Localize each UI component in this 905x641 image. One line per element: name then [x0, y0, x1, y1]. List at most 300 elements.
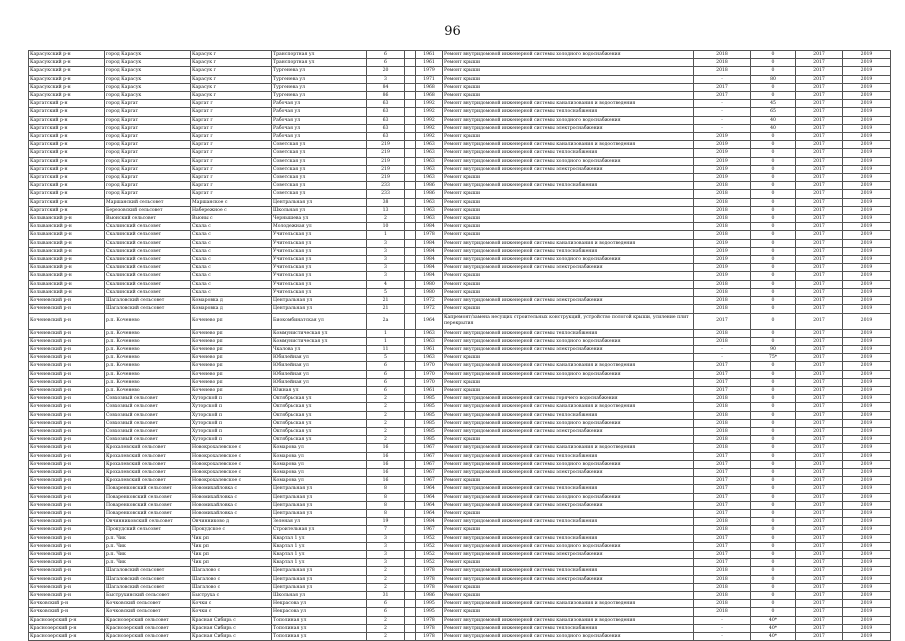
period-start-cell: 2017: [796, 403, 843, 411]
street-cell: Октябрьская ул: [272, 395, 367, 403]
house-number-cell: 3: [367, 542, 405, 550]
municipality-cell: город Каргат: [105, 141, 191, 149]
building-cell: [405, 477, 416, 485]
year-built-cell: 1963: [416, 337, 443, 345]
readiness-cell: 0: [751, 157, 796, 165]
readiness-cell: 0: [751, 337, 796, 345]
house-number-cell: 2: [367, 419, 405, 427]
street-cell: Учительская ул: [272, 272, 367, 280]
period-start-cell: 2017: [796, 485, 843, 493]
readiness-cell: 0: [751, 59, 796, 67]
table-row: [29, 485, 891, 493]
settlement-cell: Хуторской п: [191, 436, 272, 444]
street-cell: Советская ул: [272, 165, 367, 173]
period-end-cell: 2019: [843, 174, 891, 182]
plan-year-cell: -: [694, 108, 751, 116]
municipality-cell: город Каргат: [105, 108, 191, 116]
year-built-cell: 1961: [416, 386, 443, 394]
municipality-cell: Прокудский сельсовет: [105, 526, 191, 534]
table-row: [29, 616, 891, 624]
settlement-cell: Новомихайловка с: [191, 485, 272, 493]
period-start-cell: 2017: [796, 272, 843, 280]
street-cell: Комарова ул: [272, 477, 367, 485]
period-start-cell: 2017: [796, 427, 843, 435]
year-built-cell: 1963: [416, 206, 443, 214]
settlement-cell: Скала с: [191, 280, 272, 288]
table-row: [29, 174, 891, 182]
period-end-cell: 2019: [843, 264, 891, 272]
street-cell: Центральная ул: [272, 501, 367, 509]
district-cell: Каргатский р-н: [29, 116, 105, 124]
plan-year-cell: 2018: [694, 600, 751, 608]
district-cell: Коченевский р-н: [29, 452, 105, 460]
settlement-cell: Каргат г: [191, 108, 272, 116]
street-cell: Школьная ул: [272, 206, 367, 214]
building-cell: [405, 198, 416, 206]
period-end-cell: 2019: [843, 297, 891, 305]
building-cell: [405, 493, 416, 501]
street-cell: Октябрьская ул: [272, 436, 367, 444]
readiness-cell: 0: [751, 608, 796, 616]
house-number-cell: 8: [367, 501, 405, 509]
district-cell: Колыванский р-н: [29, 256, 105, 264]
period-start-cell: 2017: [796, 493, 843, 501]
district-cell: Каргатский р-н: [29, 174, 105, 182]
street-cell: Советская ул: [272, 190, 367, 198]
period-end-cell: 2019: [843, 501, 891, 509]
table-row: [29, 378, 891, 386]
street-cell: Октябрьская ул: [272, 419, 367, 427]
district-cell: Карасукский р-н: [29, 75, 105, 83]
municipality-cell: Скалинский сельсовет: [105, 239, 191, 247]
municipality-cell: Поваренковский сельсовет: [105, 485, 191, 493]
house-number-cell: 1: [367, 337, 405, 345]
readiness-cell: 65: [751, 108, 796, 116]
period-start-cell: 2017: [796, 460, 843, 468]
table-row: [29, 297, 891, 305]
period-start-cell: 2017: [796, 59, 843, 67]
period-start-cell: 2017: [796, 157, 843, 165]
settlement-cell: Чик рп: [191, 542, 272, 550]
street-cell: Рабочая ул: [272, 108, 367, 116]
street-cell: Чернышева ул: [272, 215, 367, 223]
year-built-cell: 1964: [416, 313, 443, 329]
year-built-cell: 1967: [416, 444, 443, 452]
period-start-cell: 2017: [796, 100, 843, 108]
work-type-cell: Ремонт внутридомовой инженерной системы канализования и водоотведения: [443, 444, 694, 452]
work-type-cell: Ремонт внутридомовой инженерной системы канализования и водоотведения: [443, 403, 694, 411]
municipality-cell: Поваренковский сельсовет: [105, 501, 191, 509]
building-cell: [405, 165, 416, 173]
readiness-cell: 0: [751, 51, 796, 59]
building-cell: [405, 436, 416, 444]
table-row: [29, 633, 891, 641]
period-start-cell: 2017: [796, 518, 843, 526]
work-type-cell: Ремонт крыши: [443, 198, 694, 206]
work-type-cell: Ремонт внутридомовой инженерной системы канализования и водоотведения: [443, 141, 694, 149]
municipality-cell: р.п. Коченево: [105, 386, 191, 394]
plan-year-cell: 2018: [694, 206, 751, 214]
municipality-cell: Шагаловский сельсовет: [105, 575, 191, 583]
readiness-cell: 0: [751, 239, 796, 247]
period-start-cell: 2017: [796, 477, 843, 485]
readiness-cell: 0: [751, 583, 796, 591]
building-cell: [405, 288, 416, 296]
district-cell: Колыванский р-н: [29, 231, 105, 239]
year-built-cell: 1986: [416, 190, 443, 198]
municipality-cell: город Каргат: [105, 116, 191, 124]
readiness-cell: 0: [751, 362, 796, 370]
year-built-cell: 1964: [416, 493, 443, 501]
district-cell: Коченевский р-н: [29, 526, 105, 534]
year-built-cell: 1970: [416, 370, 443, 378]
district-cell: Коченевский р-н: [29, 386, 105, 394]
street-cell: Центральная ул: [272, 305, 367, 313]
settlement-cell: Карасук г: [191, 75, 272, 83]
district-cell: Каргатский р-н: [29, 149, 105, 157]
period-end-cell: 2019: [843, 337, 891, 345]
work-type-cell: Ремонт внутридомовой инженерной системы холодного водоснабжения: [443, 256, 694, 264]
table-row: [29, 223, 891, 231]
plan-year-cell: 2017: [694, 362, 751, 370]
work-type-cell: Ремонт крыши: [443, 354, 694, 362]
house-number-cell: 1: [367, 231, 405, 239]
year-built-cell: 1985: [416, 411, 443, 419]
house-number-cell: 2а: [367, 313, 405, 329]
year-built-cell: 1995: [416, 600, 443, 608]
period-start-cell: 2017: [796, 550, 843, 558]
plan-year-cell: 2017: [694, 509, 751, 517]
street-cell: Учительская ул: [272, 231, 367, 239]
plan-year-cell: 2017: [694, 501, 751, 509]
plan-year-cell: 2019: [694, 149, 751, 157]
street-cell: Октябрьская ул: [272, 427, 367, 435]
work-type-cell: Ремонт внутридомовой инженерной системы электроснабжения: [443, 124, 694, 132]
house-number-cell: 86: [367, 92, 405, 100]
settlement-cell: Скала с: [191, 231, 272, 239]
house-number-cell: 2: [367, 403, 405, 411]
building-cell: [405, 264, 416, 272]
municipality-cell: р.п. Коченево: [105, 337, 191, 345]
period-end-cell: 2019: [843, 444, 891, 452]
district-cell: Каргатский р-н: [29, 157, 105, 165]
street-cell: Тургенева ул: [272, 67, 367, 75]
settlement-cell: Чик рп: [191, 550, 272, 558]
street-cell: Центральная ул: [272, 198, 367, 206]
table-row: [29, 345, 891, 353]
period-end-cell: 2019: [843, 378, 891, 386]
house-number-cell: 8: [367, 493, 405, 501]
municipality-cell: Поваренковский сельсовет: [105, 493, 191, 501]
plan-year-cell: 2017: [694, 485, 751, 493]
municipality-cell: р.п. Чик: [105, 550, 191, 558]
year-built-cell: 1978: [416, 616, 443, 624]
readiness-cell: 0: [751, 370, 796, 378]
plan-year-cell: 2019: [694, 256, 751, 264]
plan-year-cell: 2018: [694, 67, 751, 75]
work-type-cell: Ремонт внутридомовой инженерной системы теплоснабжения: [443, 247, 694, 255]
plan-year-cell: 2017: [694, 460, 751, 468]
work-type-cell: Ремонт внутридомовой инженерной системы холодного водоснабжения: [443, 370, 694, 378]
municipality-cell: город Каргат: [105, 157, 191, 165]
readiness-cell: 0: [751, 386, 796, 394]
period-start-cell: 2017: [796, 51, 843, 59]
readiness-cell: 0: [751, 567, 796, 575]
period-end-cell: 2019: [843, 354, 891, 362]
settlement-cell: Скала с: [191, 247, 272, 255]
readiness-cell: 0: [751, 313, 796, 329]
municipality-cell: Шагаловский сельсовет: [105, 297, 191, 305]
district-cell: Коченевский р-н: [29, 313, 105, 329]
district-cell: Коченевский р-н: [29, 419, 105, 427]
house-number-cell: 2: [367, 633, 405, 641]
period-start-cell: 2017: [796, 567, 843, 575]
readiness-cell: 0: [751, 182, 796, 190]
table-row: [29, 337, 891, 345]
house-number-cell: 3: [367, 264, 405, 272]
period-start-cell: 2017: [796, 288, 843, 296]
period-end-cell: 2019: [843, 247, 891, 255]
work-type-cell: Ремонт крыши: [443, 288, 694, 296]
district-cell: Коченевский р-н: [29, 362, 105, 370]
period-end-cell: 2019: [843, 362, 891, 370]
period-start-cell: 2017: [796, 141, 843, 149]
building-cell: [405, 92, 416, 100]
year-built-cell: 1972: [416, 305, 443, 313]
period-end-cell: 2019: [843, 583, 891, 591]
district-cell: Каргатский р-н: [29, 141, 105, 149]
street-cell: Комарова ул: [272, 460, 367, 468]
plan-year-cell: -: [694, 624, 751, 632]
street-cell: Учительская ул: [272, 247, 367, 255]
house-number-cell: 6: [367, 378, 405, 386]
readiness-cell: 40*: [751, 624, 796, 632]
house-number-cell: 6: [367, 370, 405, 378]
work-type-cell: Ремонт крыши: [443, 559, 694, 567]
street-cell: Рабочая ул: [272, 116, 367, 124]
period-end-cell: 2019: [843, 493, 891, 501]
readiness-cell: 0: [751, 378, 796, 386]
table-row: [29, 67, 891, 75]
house-number-cell: 2: [367, 395, 405, 403]
street-cell: Юбилейная ул: [272, 370, 367, 378]
plan-year-cell: 2019: [694, 174, 751, 182]
municipality-cell: Совхозный сельсовет: [105, 427, 191, 435]
settlement-cell: Комаровка д: [191, 305, 272, 313]
street-cell: Рабочая ул: [272, 133, 367, 141]
plan-year-cell: -: [694, 100, 751, 108]
period-start-cell: 2017: [796, 206, 843, 214]
settlement-cell: Коченево рп: [191, 329, 272, 337]
street-cell: Комарова ул: [272, 468, 367, 476]
municipality-cell: город Каргат: [105, 149, 191, 157]
readiness-cell: 0: [751, 215, 796, 223]
table-row: [29, 526, 891, 534]
district-cell: Кочковский р-н: [29, 608, 105, 616]
table-row: [29, 395, 891, 403]
table-row: [29, 305, 891, 313]
district-cell: Колыванский р-н: [29, 288, 105, 296]
period-end-cell: 2019: [843, 485, 891, 493]
period-end-cell: 2019: [843, 239, 891, 247]
municipality-cell: Шагаловский сельсовет: [105, 567, 191, 575]
table-row: [29, 51, 891, 59]
table-row: [29, 436, 891, 444]
municipality-cell: р.п. Чик: [105, 542, 191, 550]
street-cell: Коммунистическая ул: [272, 329, 367, 337]
street-cell: Тургенева ул: [272, 92, 367, 100]
building-cell: [405, 468, 416, 476]
settlement-cell: Каргат г: [191, 190, 272, 198]
period-start-cell: 2017: [796, 592, 843, 600]
period-start-cell: 2017: [796, 313, 843, 329]
building-cell: [405, 559, 416, 567]
settlement-cell: Новокрохалевское с: [191, 468, 272, 476]
plan-year-cell: 2017: [694, 370, 751, 378]
settlement-cell: Скала с: [191, 223, 272, 231]
plan-year-cell: -: [694, 75, 751, 83]
settlement-cell: Коченево рп: [191, 386, 272, 394]
readiness-cell: 75*: [751, 354, 796, 362]
readiness-cell: 0: [751, 518, 796, 526]
building-cell: [405, 419, 416, 427]
period-start-cell: 2017: [796, 329, 843, 337]
readiness-cell: 0: [751, 83, 796, 91]
table-row: [29, 403, 891, 411]
house-number-cell: 63: [367, 124, 405, 132]
building-cell: [405, 616, 416, 624]
street-cell: Октябрьская ул: [272, 403, 367, 411]
district-cell: Карасукский р-н: [29, 51, 105, 59]
table-row: [29, 419, 891, 427]
readiness-cell: 0: [751, 477, 796, 485]
street-cell: Учительская ул: [272, 280, 367, 288]
readiness-cell: 0: [751, 542, 796, 550]
period-start-cell: 2017: [796, 411, 843, 419]
district-cell: Коченевский р-н: [29, 427, 105, 435]
building-cell: [405, 297, 416, 305]
building-cell: [405, 444, 416, 452]
period-end-cell: 2019: [843, 272, 891, 280]
district-cell: Коченевский р-н: [29, 567, 105, 575]
year-built-cell: 1985: [416, 419, 443, 427]
house-number-cell: 11: [367, 345, 405, 353]
table-row: [29, 411, 891, 419]
house-number-cell: 3: [367, 534, 405, 542]
settlement-cell: Каргат г: [191, 124, 272, 132]
table-row: [29, 198, 891, 206]
settlement-cell: Хуторской п: [191, 411, 272, 419]
readiness-cell: 0: [751, 592, 796, 600]
period-start-cell: 2017: [796, 231, 843, 239]
settlement-cell: Новокрохалевское с: [191, 452, 272, 460]
district-cell: Каргатский р-н: [29, 100, 105, 108]
page-number: 96: [444, 24, 461, 39]
street-cell: Центральная ул: [272, 575, 367, 583]
street-cell: Советская ул: [272, 141, 367, 149]
municipality-cell: р.п. Чик: [105, 534, 191, 542]
table-row: [29, 149, 891, 157]
year-built-cell: 1971: [416, 75, 443, 83]
period-end-cell: 2019: [843, 223, 891, 231]
work-type-cell: Ремонт внутридомовой инженерной системы электроснабжения: [443, 468, 694, 476]
municipality-cell: Вьюнский сельсовет: [105, 215, 191, 223]
year-built-cell: 1964: [416, 485, 443, 493]
settlement-cell: Новомихайловка с: [191, 501, 272, 509]
year-built-cell: 1984: [416, 272, 443, 280]
house-number-cell: 10: [367, 223, 405, 231]
year-built-cell: 1952: [416, 534, 443, 542]
period-start-cell: 2017: [796, 575, 843, 583]
period-start-cell: 2017: [796, 337, 843, 345]
street-cell: Некрасова ул: [272, 608, 367, 616]
readiness-cell: 0: [751, 534, 796, 542]
period-end-cell: 2019: [843, 198, 891, 206]
street-cell: Коммунистическая ул: [272, 337, 367, 345]
readiness-cell: 0: [751, 133, 796, 141]
period-end-cell: 2019: [843, 403, 891, 411]
period-start-cell: 2017: [796, 198, 843, 206]
municipality-cell: город Карасук: [105, 83, 191, 91]
period-start-cell: 2017: [796, 256, 843, 264]
work-type-cell: Ремонт крыши: [443, 583, 694, 591]
year-built-cell: 1985: [416, 427, 443, 435]
period-start-cell: 2017: [796, 378, 843, 386]
municipality-cell: Шагаловский сельсовет: [105, 305, 191, 313]
readiness-cell: 0: [751, 550, 796, 558]
period-start-cell: 2017: [796, 280, 843, 288]
work-type-cell: Ремонт внутридомовой инженерной системы холодного водоснабжения: [443, 419, 694, 427]
period-end-cell: 2019: [843, 575, 891, 583]
house-number-cell: 6: [367, 386, 405, 394]
municipality-cell: Скалинский сельсовет: [105, 247, 191, 255]
readiness-cell: 0: [751, 92, 796, 100]
street-cell: Южная ул: [272, 386, 367, 394]
house-number-cell: 63: [367, 100, 405, 108]
work-type-cell: Ремонт крыши: [443, 509, 694, 517]
plan-year-cell: 2017: [694, 386, 751, 394]
year-built-cell: 1985: [416, 436, 443, 444]
period-end-cell: 2019: [843, 165, 891, 173]
year-built-cell: 1979: [416, 67, 443, 75]
street-cell: Тополиная ул: [272, 633, 367, 641]
work-type-cell: Ремонт крыши: [443, 280, 694, 288]
house-number-cell: 20: [367, 67, 405, 75]
plan-year-cell: 2018: [694, 337, 751, 345]
period-end-cell: 2019: [843, 108, 891, 116]
period-start-cell: 2017: [796, 386, 843, 394]
work-type-cell: Ремонт внутридомовой инженерной системы холодного водоснабжения: [443, 337, 694, 345]
street-cell: Рабочая ул: [272, 124, 367, 132]
municipality-cell: Скалинский сельсовет: [105, 223, 191, 231]
settlement-cell: Коченево рп: [191, 337, 272, 345]
district-cell: Колыванский р-н: [29, 223, 105, 231]
building-cell: [405, 223, 416, 231]
municipality-cell: Скалинский сельсовет: [105, 264, 191, 272]
municipality-cell: Крохалевский сельсовет: [105, 444, 191, 452]
house-number-cell: 3: [367, 550, 405, 558]
building-cell: [405, 542, 416, 550]
plan-year-cell: 2017: [694, 542, 751, 550]
building-cell: [405, 100, 416, 108]
year-built-cell: 1980: [416, 288, 443, 296]
period-end-cell: 2019: [843, 427, 891, 435]
readiness-cell: 0: [751, 468, 796, 476]
building-cell: [405, 141, 416, 149]
work-type-cell: Ремонт внутридомовой инженерной системы холодного водоснабжения: [443, 51, 694, 59]
period-end-cell: 2019: [843, 83, 891, 91]
plan-year-cell: 2019: [694, 247, 751, 255]
